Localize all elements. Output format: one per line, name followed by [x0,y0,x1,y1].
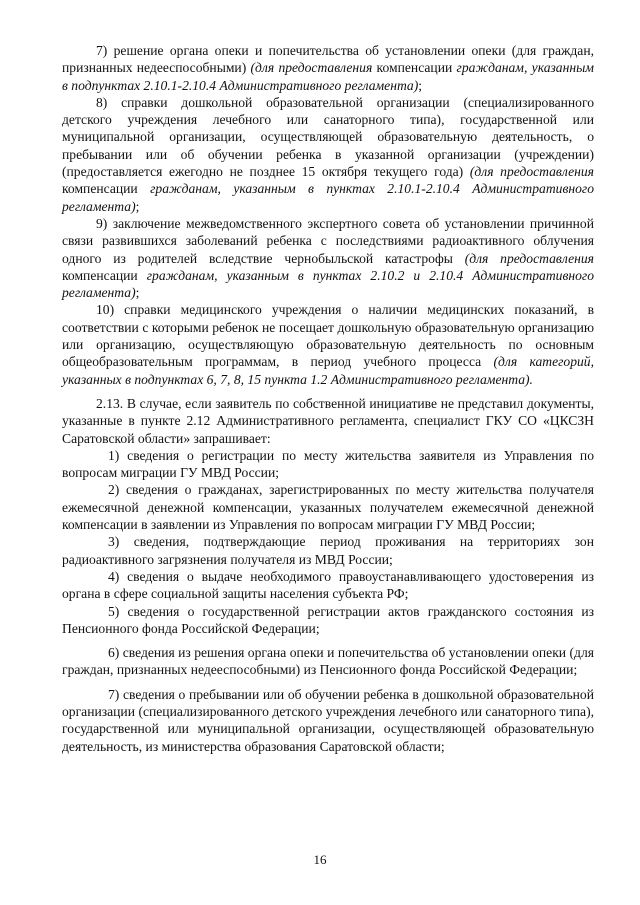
paragraph-2-13-intro: 2.13. В случае, если заявитель по собственной инициативе не представил документы, указанные в пункте 2.12 Административного регламента, специалист ГКУ СО «ЦКСЗН Саратовской области» запрашивает: [62,395,594,446]
request-item-6: 6) сведения из решения органа опеки и попечительства об установлении опеки (для граждан, признанных недееспособными) из Пенсионного фонда Российской Федерации; [62,645,594,678]
request-item-4: 4) сведения о выдаче необходимого правоустанавливающего удостоверения из органа в сфере социальной защиты населения субъекта РФ; [62,568,594,602]
request-item-7: 7) сведения о пребывании или об обучении ребенка в дошкольной образовательной организации (специализированного детского учреждения лечебного или санаторного типа), государственной или муниципальной организации, осуществляющей образовательную деятельность, из министерства образования Саратовской области; [62,686,594,754]
request-item-3: 3) сведения, подтверждающие период проживания на территориях зон радиоактивного загрязнения получателя из МВД России; [62,534,594,567]
request-item-5: 5) сведения о государственной регистрации актов гражданского состояния из Пенсионного фонда Российской Федерации; [62,603,594,636]
paragraph-item-8: 8) справки дошкольной образовательной организации (специализированного детского учреждения лечебного или санаторного типа), государственной или муниципальной организации, осуществляющей образовательную деятельность, о пребывании или об обучении ребенка в указанной организации (учреждении) (предоставляется ежегодно не позднее 15 октября текущего года) (для предоставления компенсации гражданам, указанным в пунктах 2.10.1-2.10.4 Административного регламента); [62,94,594,214]
request-item-1: 1) сведения о регистрации по месту жительства заявителя из Управления по вопросам миграции ГУ МВД России; [62,447,594,481]
paragraph-item-7: 7) решение органа опеки и попечительства об установлении опеки (для граждан, признанных недееспособными) (для предоставления компенсации гражданам, указанным в подпунктах 2.10.1-2.10.4 Административного регламента); [62,43,594,93]
request-item-2: 2) сведения о гражданах, зарегистрированных по месту жительства получателя ежемесячной денежной компенсации, указанных получателем ежемесячной денежной компенсации в заявлении из Управления по вопросам миграции ГУ МВД России; [62,482,594,533]
paragraph-item-10: 10) справки медицинского учреждения о наличии медицинских показаний, в соответствии с которыми ребенок не посещает дошкольную образовательную организацию или организацию, осуществляющую образовательную деятельность по основным общеобразовательным программам, в период учебного процесса (для категорий, указанных в подпунктах 6, 7, 8, 15 пункта 1.2 Административного регламента). [62,302,594,387]
page-number: 16 [313,852,327,867]
document-page [62,42,594,755]
paragraph-item-9: 9) заключение межведомственного экспертного совета об установлении причинной связи развившихся заболеваний ребенка с последствиями радиоактивного облучения одного из родителей вследствие чернобыльской катастрофы (для предоставления компенсации гражданам, указанным в пунктах 2.10.2 и 2.10.4 Административного регламента); [62,215,595,301]
